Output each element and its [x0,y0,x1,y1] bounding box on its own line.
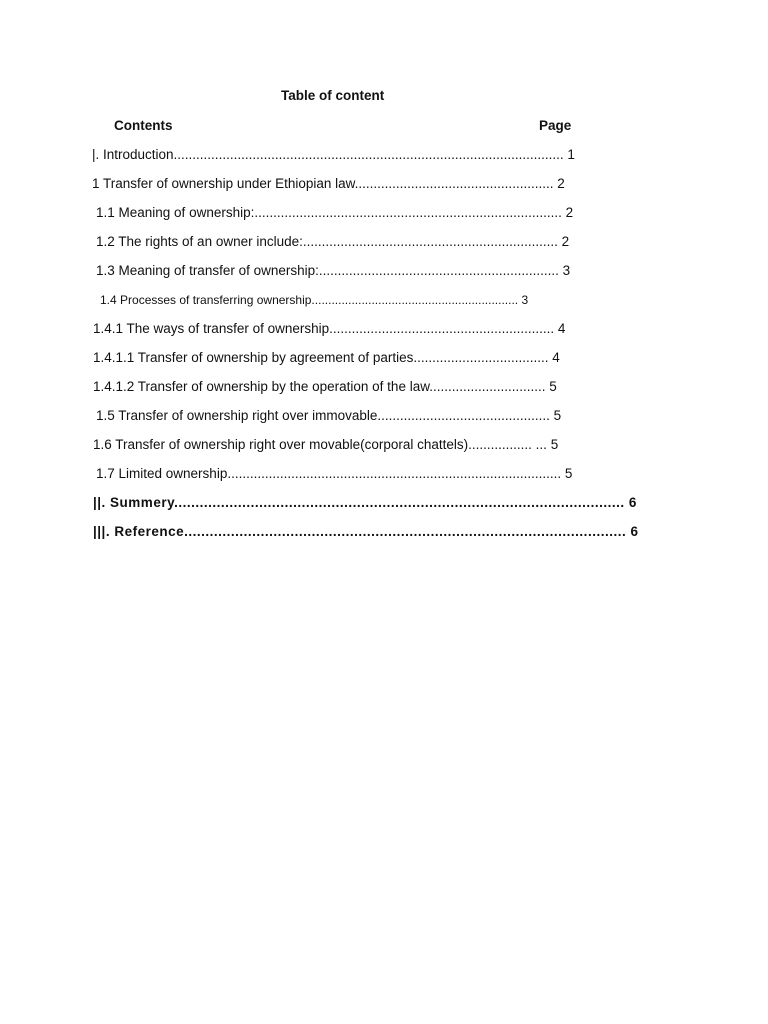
toc-entry-1-5: 1.5 Transfer of ownership right over immovable.............................................. 5 [96,408,562,423]
toc-entry-1-6: 1.6 Transfer of ownership right over movable(corporal chattels)................. ... 5 [93,437,559,452]
toc-entry-1-2: 1.2 The rights of an owner include:.................................................................... 2 [96,234,570,249]
toc-entry-1: 1 Transfer of ownership under Ethiopian law..................................................... 2 [92,176,565,191]
toc-entry-1-3: 1.3 Meaning of transfer of ownership:................................................................ 3 [96,263,571,278]
toc-entry-1-4: 1.4 Processes of transferring ownership.............................................................. 3 [100,293,529,307]
toc-title: Table of content [281,88,385,103]
toc-entry-1-4-1-1: 1.4.1.1 Transfer of ownership by agreement of parties.................................... 4 [93,350,560,365]
page-column-header: Page [539,118,572,133]
toc-entry-1-4-1-2: 1.4.1.2 Transfer of ownership by the operation of the law............................... 5 [93,379,557,394]
toc-entry-summery: ||. Summery.......................................................................................................... 6 [93,495,637,510]
contents-column-header: Contents [114,118,173,133]
toc-entry-1-1: 1.1 Meaning of ownership:.................................................................................. 2 [96,205,574,220]
toc-entry-1-4-1: 1.4.1 The ways of transfer of ownership............................................................ 4 [93,321,566,336]
toc-entry-1-7: 1.7 Limited ownership......................................................................................... 5 [96,466,573,481]
toc-entry-reference: |||. Reference........................................................................................................ 6 [93,524,639,539]
toc-entry-introduction: |. Introduction........................................................................................................ 1 [92,147,575,162]
